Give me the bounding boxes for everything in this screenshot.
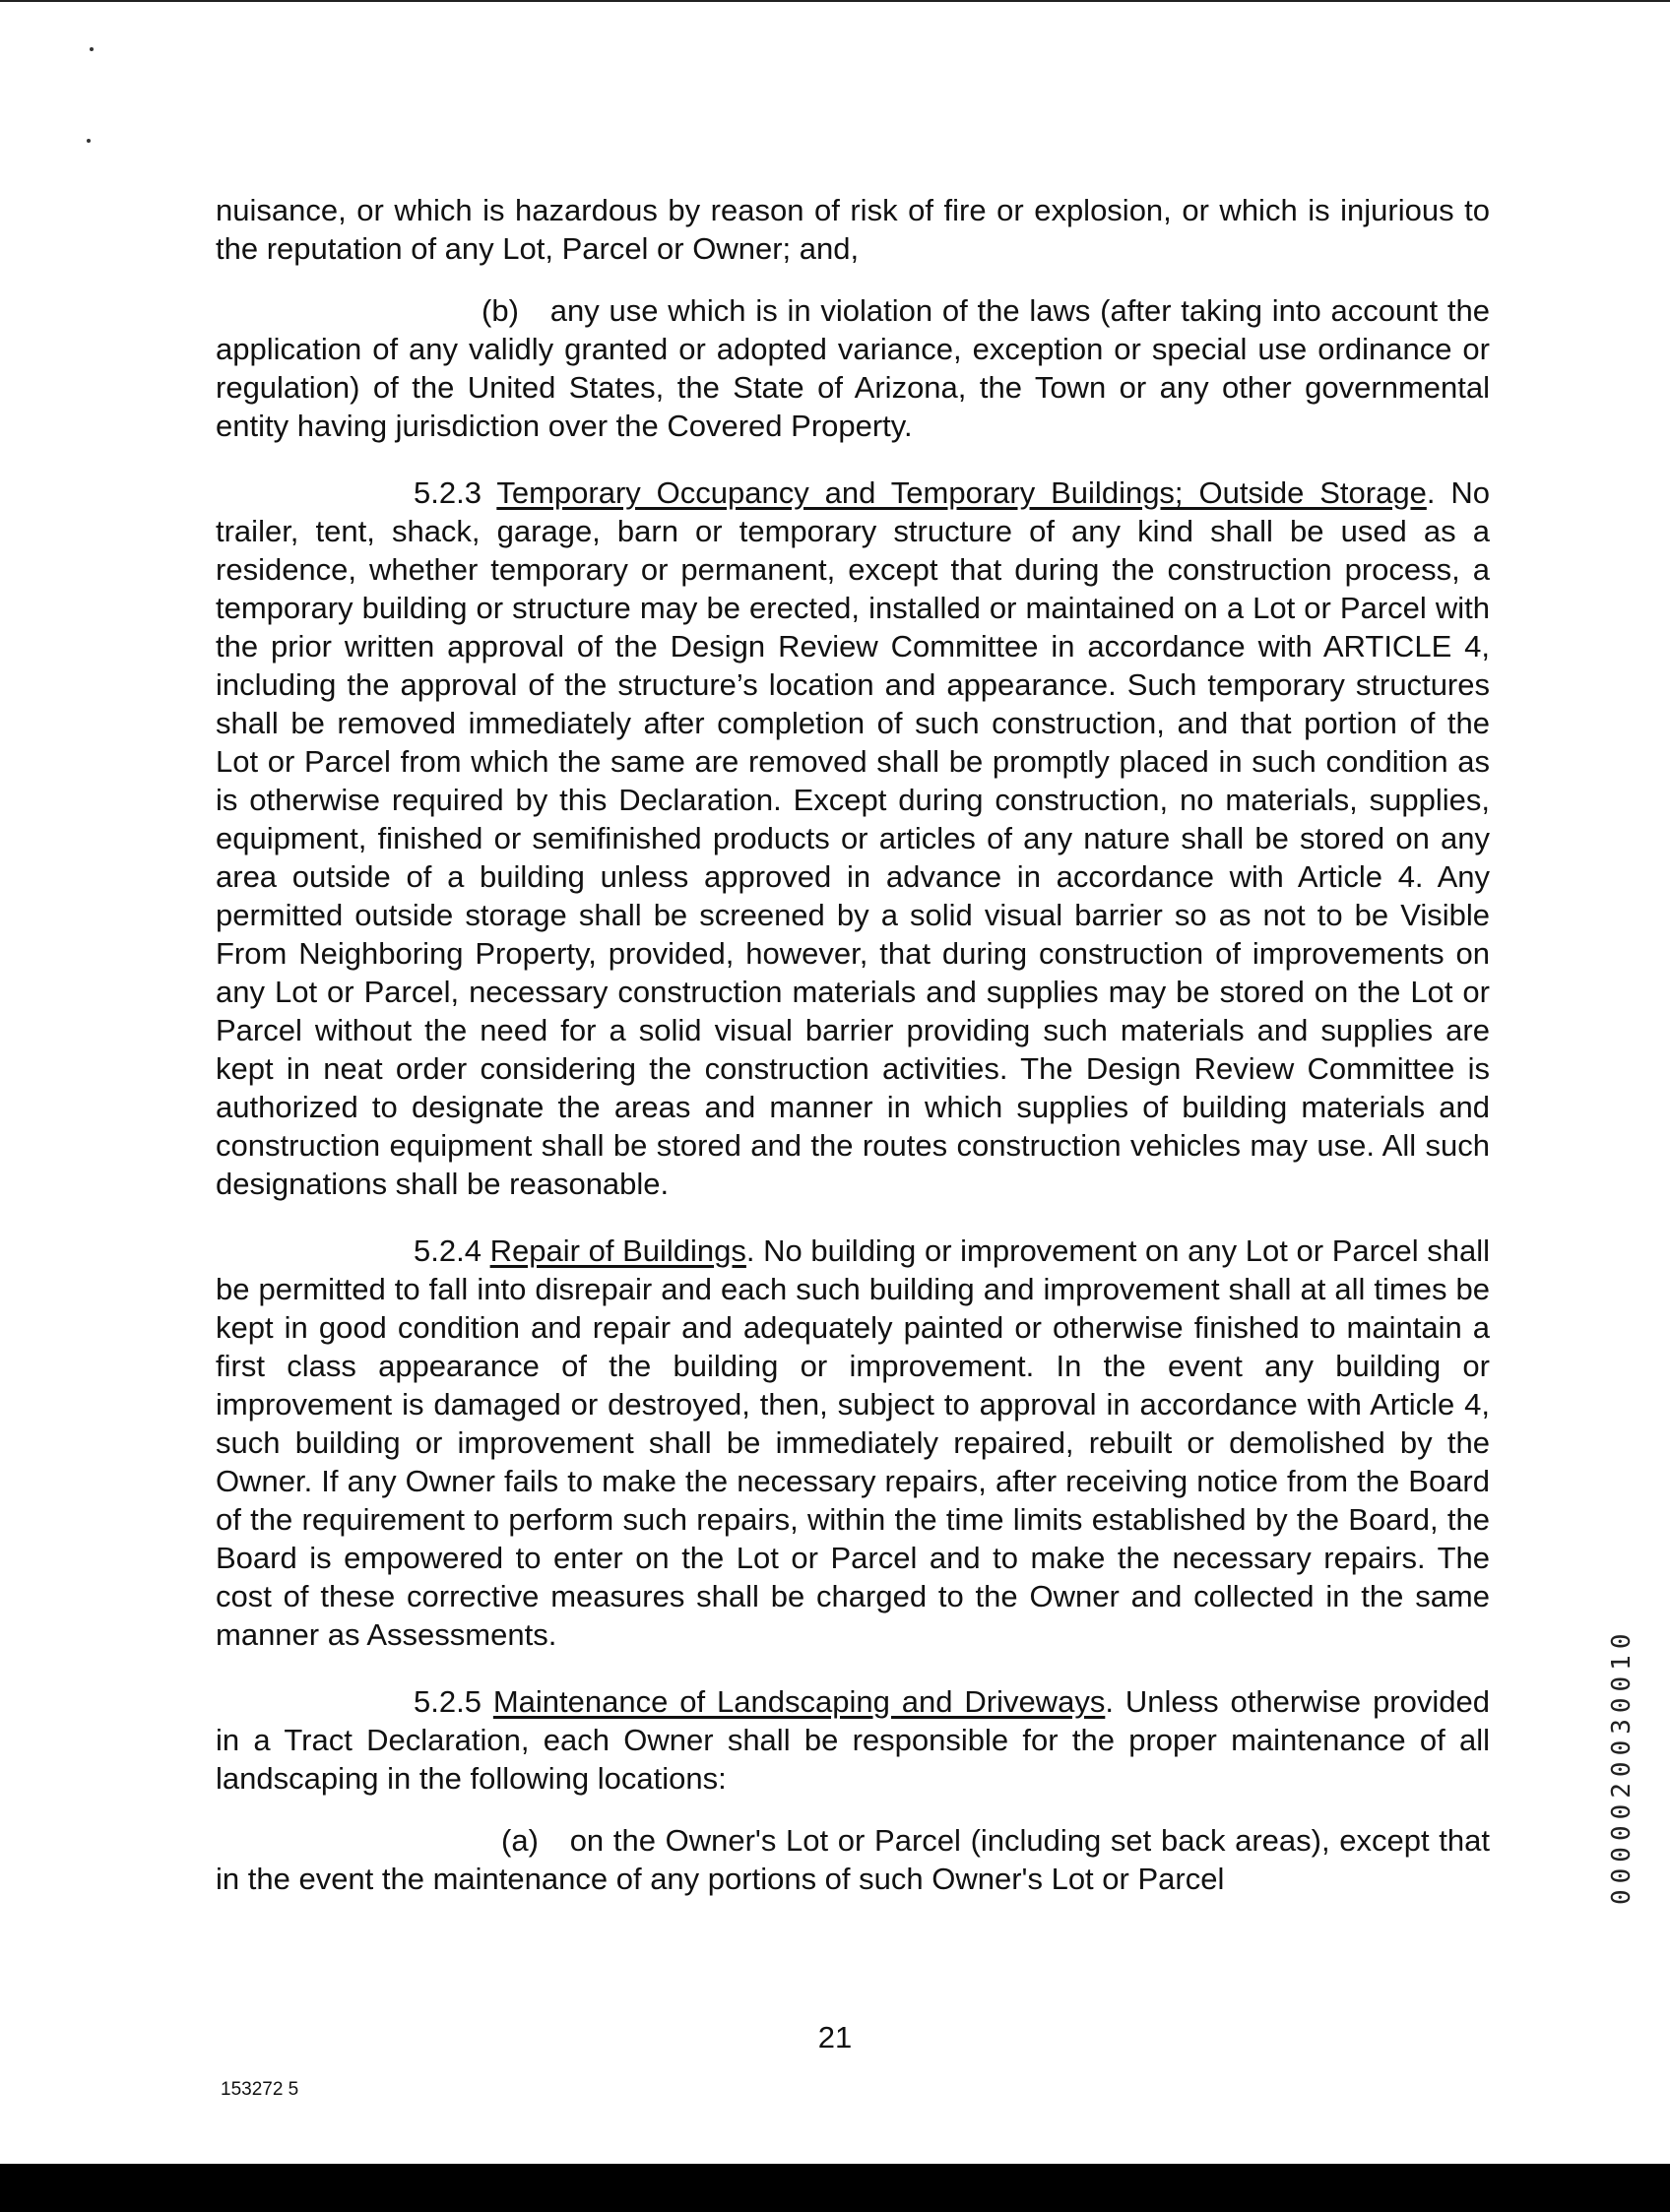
scan-edge-bottom bbox=[0, 2164, 1670, 2212]
section-5-2-3: 5.2.3 Temporary Occupancy and Temporary Buildings; Outside Storage. No trailer, tent, shack, garage, barn or temporary structure of any kind shall be used as a residence, whether temporary or permanent, except that during the construction process, a temporary building or structure may be erected, installed or maintained on a Lot or Parcel with the prior written approval of the Design Review Committee in accordance with ARTICLE 4, including the approval of the structure’s location and appearance. Such temporary structures shall be removed immediately after completion of such construction, and that portion of the Lot or Parcel from which the same are removed shall be promptly placed in such condition as is otherwise required by this Declaration. Except during construction, no materials, supplies, equipment, finished or semifinished products or articles of any nature shall be stored on any area outside of a building unless approved in advance in accordance with Article 4. Any permitted outside storage shall be screened by a solid visual barrier so as not to be Visible From Neighboring Property, provided, however, that during construction of improvements on any Lot or Parcel, necessary construction materials and supplies may be stored on the Lot or Parcel without the need for a solid visual barrier providing such materials and supplies are kept in neat order considering the construction activities. The Design Review Committee is authorized to designate the areas and manner in which supplies of building materials and construction equipment shall be stored and the routes construction vehicles may use. All such designations shall be reasonable. bbox=[216, 475, 1490, 1201]
item-label-a: (a) bbox=[501, 1823, 539, 1858]
page-number: 21 bbox=[817, 2020, 853, 2054]
section-title: Temporary Occupancy and Temporary Buildings; Outside Storage bbox=[496, 475, 1427, 510]
paragraph-item-a bbox=[216, 1821, 1490, 1898]
section-number: 5.2.4 bbox=[414, 1233, 482, 1268]
section-number: 5.2.5 bbox=[414, 1684, 482, 1719]
section-5-2-5: 5.2.5 Maintenance of Landscaping and Driveways. Unless otherwise provided in a Tract Declaration, each Owner shall be responsible for the proper maintenance of all landscaping in the following locations: bbox=[216, 1684, 1490, 1796]
paragraph-item-b bbox=[216, 291, 1490, 445]
scan-edge-top bbox=[0, 0, 1670, 2]
recording-stamp: 0000020030010 bbox=[1607, 1627, 1637, 1905]
document-code: 153272 5 bbox=[221, 2079, 299, 2100]
section-text: No building or improvement on any Lot or Parcel shall be permitted to fall into disrepair and each such building and improvement shall at all times be kept in good condition and repair and adequately painted or otherwise finished to maintain a first class appearance of the building or improvement. In the event any building or improvement is damaged or destroyed, then, subject to approval in accordance with Article 4, such building or improvement shall be immediately repaired, rebuilt or demolished by the Owner. If any Owner fails to make the necessary repairs, after receiving notice from the Board of the requirement to perform such repairs, within the time limits established by the Board, the Board is empowered to enter on the Lot or Parcel and to make the necessary repairs. The cost of these corrective measures shall be charged to the Owner and collected in the same manner as Assessments. bbox=[216, 1233, 1490, 1652]
section-title: Repair of Buildings bbox=[489, 1233, 746, 1268]
scan-speck bbox=[90, 47, 94, 51]
section-text: No trailer, tent, shack, garage, barn or temporary structure of any kind shall be used as a residence, whether temporary or permanent, except that during the construction process, a temporary building or structure may be erected, installed or maintained on a Lot or Parcel with the prior written approval of the Design Review Committee in accordance with ARTICLE 4, including the approval of the structure’s location and appearance. Such temporary structures shall be removed immediately after completion of such construction, and that portion of the Lot or Parcel from which the same are removed shall be promptly placed in such condition as is otherwise required by this Declaration. Except during construction, no materials, supplies, equipment, finished or semifinished products or articles of any nature shall be stored on any area outside of a building unless approved in advance in accordance with Article 4. Any permitted outside storage shall be screened by a solid visual barrier so as not to be Visible From Neighboring Property, provided, however, that during construction of improvements on any Lot or Parcel, necessary construction materials and supplies may be stored on the Lot or Parcel without the need for a solid visual barrier providing such materials and supplies are kept in neat order considering the construction activities. The Design Review Committee is authorized to designate the areas and manner in which supplies of building materials and construction equipment shall be stored and the routes construction vehicles may use. All such designations shall be reasonable. bbox=[216, 475, 1490, 1201]
paragraph-continuation bbox=[216, 191, 1490, 268]
item-text-a: on the Owner's Lot or Parcel (including set back areas), except that in the event the maintenance of any portions of such Owner's Lot or Parcel bbox=[216, 1823, 1490, 1896]
item-text-b: any use which is in violation of the laws (after taking into account the application of any validly granted or adopted variance, exception or special use ordinance or regulation) of the United States, the State of Arizona, the Town or any other governmental entity having jurisdiction over the Covered Property. bbox=[216, 293, 1490, 443]
section-text: Unless otherwise provided in a Tract Declaration, each Owner shall be responsible for the proper maintenance of all landscaping in the following locations: bbox=[216, 1684, 1490, 1796]
item-label-b: (b) bbox=[482, 293, 519, 328]
scan-speck bbox=[87, 139, 91, 143]
section-title: Maintenance of Landscaping and Driveways bbox=[492, 1684, 1106, 1719]
section-5-2-4: 5.2.4 Repair of Buildings. No building or improvement on any Lot or Parcel shall be permitted to fall into disrepair and each such building and improvement shall at all times be kept in good condition and repair and adequately painted or otherwise finished to maintain a first class appearance of the building or improvement. In the event any building or improvement is damaged or destroyed, then, subject to approval in accordance with Article 4, such building or improvement shall be immediately repaired, rebuilt or demolished by the Owner. If any Owner fails to make the necessary repairs, after receiving notice from the Board of the requirement to perform such repairs, within the time limits established by the Board, the Board is empowered to enter on the Lot or Parcel and to make the necessary repairs. The cost of these corrective measures shall be charged to the Owner and collected in the same manner as Assessments. bbox=[216, 1233, 1490, 1652]
section-number: 5.2.3 bbox=[414, 475, 482, 510]
paragraph-text: nuisance, or which is hazardous by reason of risk of fire or explosion, or which is injurious to the reputation of any Lot, Parcel or Owner; and, bbox=[216, 193, 1490, 266]
document-body bbox=[216, 191, 1490, 1898]
